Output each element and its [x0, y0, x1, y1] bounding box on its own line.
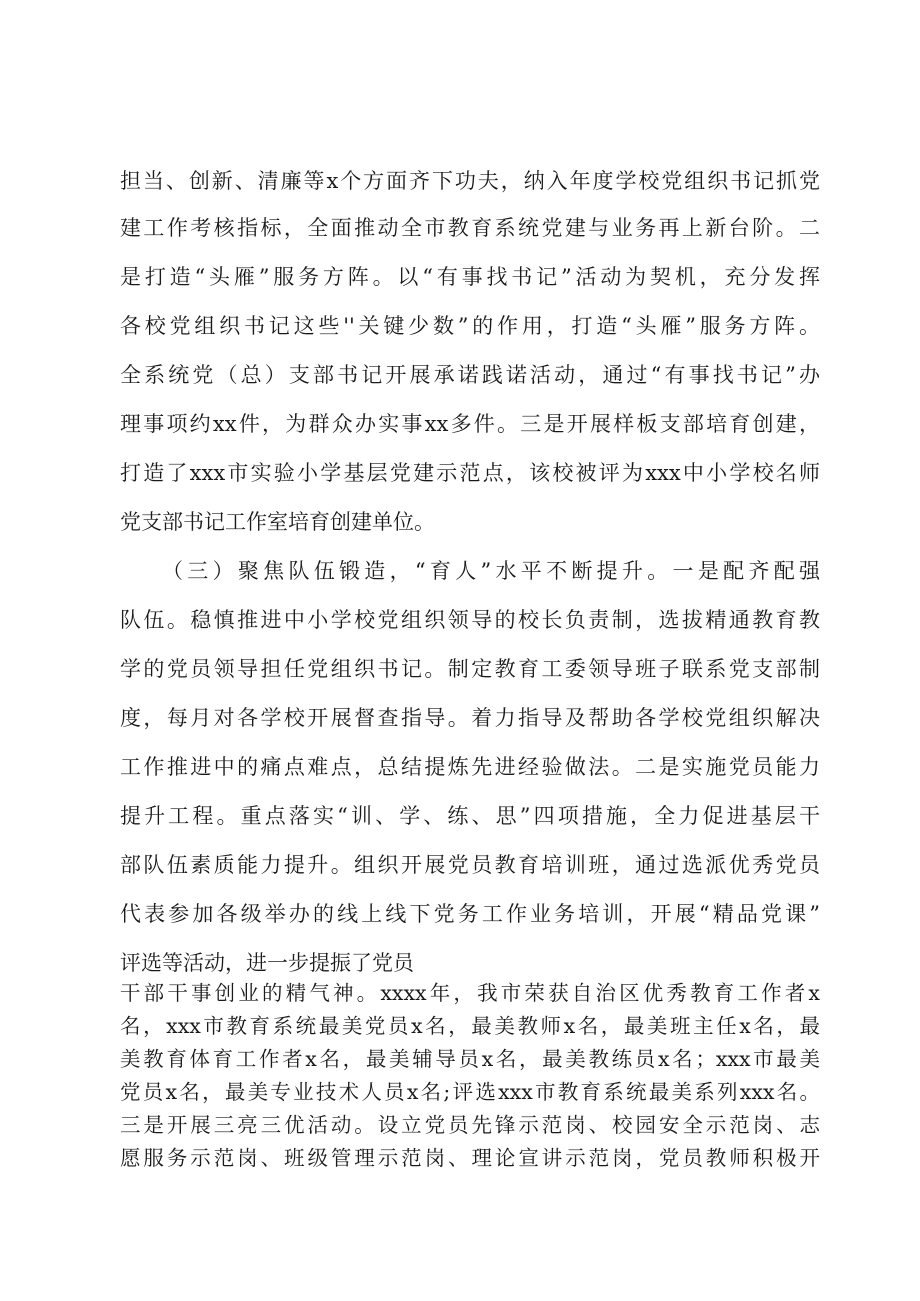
text-line: 建工作考核指标，全面推动全市教育系统党建与业务再上新台阶。二: [120, 216, 820, 240]
text-line: 理事项约xx件，为群众办实事xx多件。三是开展样板支部培育创建，: [120, 412, 820, 436]
text-line: 党支部书记工作室培育创建单位。: [120, 510, 435, 534]
text-line: 各校党组织书记这些''关键少数”的作用，打造“头雁”服务方阵。: [120, 314, 820, 338]
text-line: 三是开展三亮三优活动。设立党员先锋示范岗、校园安全示范岗、志: [120, 1113, 820, 1137]
text-line: 工作推进中的痛点难点，总结提炼先进经验做法。二是实施党员能力: [120, 755, 820, 779]
text-line: 全系统党（总）支部书记开展承诺践诺活动，通过“有事找书记”办: [120, 363, 820, 387]
text-line: （三）聚焦队伍锻造，“育人”水平不断提升。一是配齐配强: [162, 559, 820, 583]
text-line: 干部干事创业的精气神。xxxx年，我市荣获自治区优秀教育工作者x: [120, 981, 820, 1005]
text-line: 评选等活动，进一步提振了党员: [120, 951, 414, 975]
text-line: 队伍。稳慎推进中小学校党组织领导的校长负责制，选拔精通教育教: [120, 608, 820, 632]
text-line: 打造了xxx市实验小学基层党建示范点，该校被评为xxx中小学校名师: [120, 461, 820, 485]
text-line: 是打造“头雁”服务方阵。以“有事找书记”活动为契机，充分发挥: [120, 265, 820, 289]
text-line: 部队伍素质能力提升。组织开展党员教育培训班，通过选派优秀党员: [120, 853, 820, 877]
text-line: 提升工程。重点落实“训、学、练、思”四项措施，全力促进基层干: [120, 804, 820, 828]
text-line: 担当、创新、清廉等x个方面齐下功夫，纳入年度学校党组织书记抓党: [120, 169, 820, 193]
text-line: 愿服务示范岗、班级管理示范岗、理论宣讲示范岗，党员教师积极开: [120, 1146, 820, 1170]
text-line: 度，每月对各学校开展督查指导。着力指导及帮助各学校党组织解决: [120, 706, 820, 730]
text-line: 党员x名，最美专业技术人员x名;评选xxx市教育系统最美系列xxx名。: [120, 1080, 820, 1104]
text-line: 学的党员领导担任党组织书记。制定教育工委领导班子联系党支部制: [120, 657, 820, 681]
text-line: 名，xxx市教育系统最美党员x名，最美教师x名，最美班主任x名，最: [120, 1014, 820, 1038]
text-line: 代表参加各级举办的线上线下党务工作业务培训，开展“精品党课”: [120, 902, 820, 926]
text-line: 美教育体育工作者x名，最美辅导员x名，最美教练员x名；xxx市最美: [120, 1047, 820, 1071]
